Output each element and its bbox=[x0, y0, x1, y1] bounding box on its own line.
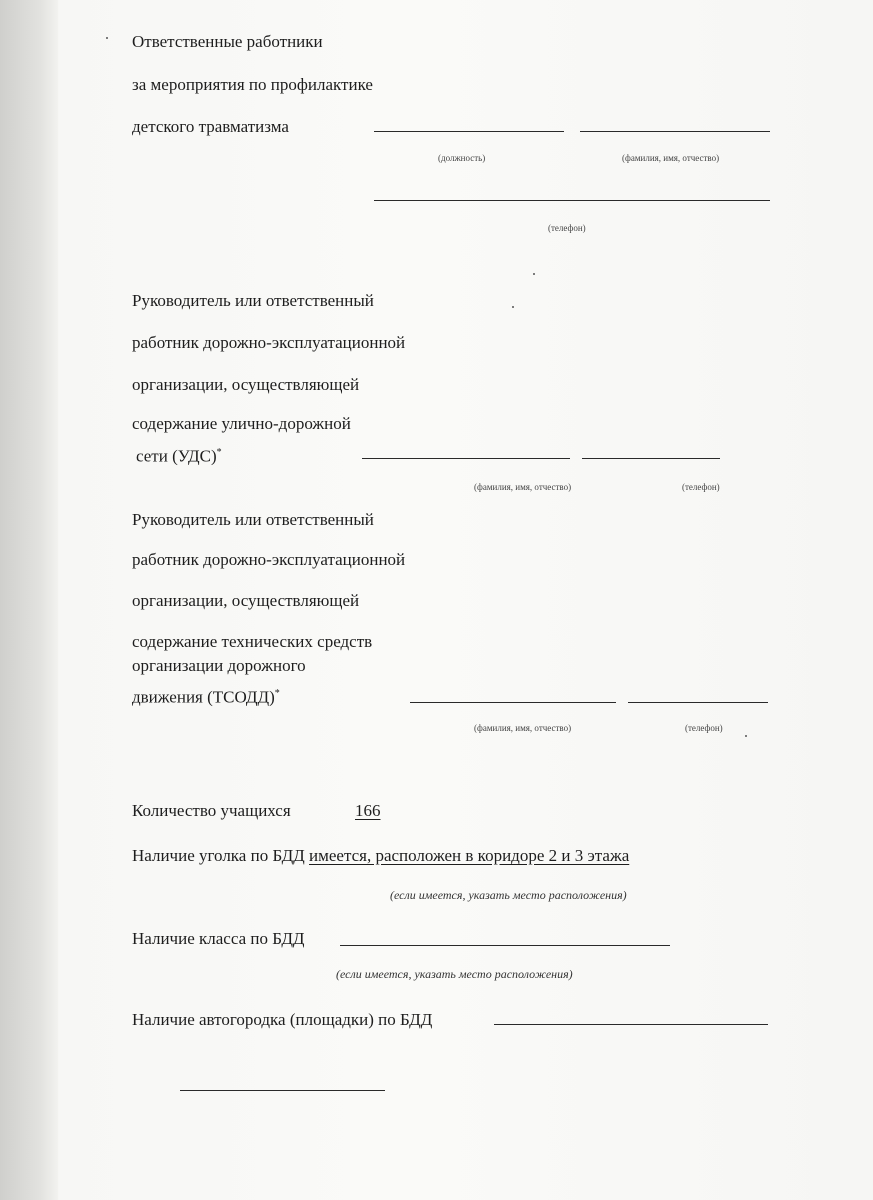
section1-line3: детского травматизма bbox=[132, 117, 289, 136]
section2-line5-text: сети (УДС) bbox=[136, 446, 217, 466]
footnote-mark: * bbox=[216, 447, 222, 458]
section3-line5: организации дорожного bbox=[132, 656, 306, 675]
section3-line6-text: движения (ТСОДД) bbox=[132, 687, 275, 707]
caption-phone: (телефон) bbox=[685, 723, 723, 733]
caption-name: (фамилия, имя, отчество) bbox=[474, 723, 572, 733]
corner-value: имеется, расположен в коридоре 2 и 3 этажа bbox=[309, 846, 630, 865]
uds-name-field-line[interactable] bbox=[362, 458, 570, 459]
signature-line[interactable] bbox=[180, 1090, 385, 1091]
scan-speck bbox=[512, 306, 514, 308]
scan-speck bbox=[745, 735, 747, 737]
classroom-hint: (если имеется, указать место расположения) bbox=[336, 967, 573, 981]
footnote-mark: * bbox=[274, 688, 280, 699]
caption-name: (фамилия, имя, отчество) bbox=[474, 482, 572, 492]
section2-line5 bbox=[136, 443, 222, 467]
tsodd-phone-field-line[interactable] bbox=[628, 702, 768, 703]
section2-line2: работник дорожно-эксплуатационной bbox=[132, 333, 406, 352]
corner-label bbox=[132, 846, 629, 866]
caption-phone: (телефон) bbox=[682, 482, 720, 492]
students-count: 166 bbox=[355, 801, 381, 820]
section2-line1: Руководитель или ответственный bbox=[132, 291, 374, 310]
section2-line4: содержание улично-дорожной bbox=[132, 414, 351, 433]
svg-text:Наличие автогородка (площадки): Наличие автогородка (площадки) по БДД bbox=[132, 1010, 433, 1029]
corner-hint: (если имеется, указать место расположения) bbox=[390, 888, 627, 902]
section3-line2: работник дорожно-эксплуатационной bbox=[132, 550, 406, 569]
caption-name: (фамилия, имя, отчество) bbox=[622, 153, 720, 163]
tsodd-name-field-line[interactable] bbox=[410, 702, 616, 703]
autotown-field-line[interactable] bbox=[494, 1024, 768, 1025]
classroom-field-line[interactable] bbox=[340, 945, 670, 946]
caption-phone: (телефон) bbox=[548, 223, 586, 233]
position-field-line[interactable] bbox=[374, 131, 564, 132]
autotown-label bbox=[130, 1005, 500, 1031]
corner-label-text: Наличие уголка по БДД bbox=[132, 846, 305, 865]
section3-line4: содержание технических средств bbox=[132, 632, 373, 651]
scan-speck bbox=[533, 273, 535, 275]
caption-position: (должность) bbox=[438, 153, 486, 163]
scan-speck bbox=[106, 37, 108, 39]
students-label: Количество учащихся bbox=[132, 801, 291, 820]
uds-phone-field-line[interactable] bbox=[582, 458, 720, 459]
phone-field-line[interactable] bbox=[374, 200, 770, 201]
section1-line1: Ответственные работники bbox=[132, 32, 323, 51]
section3-line3: организации, осуществляющей bbox=[132, 591, 360, 610]
section3-line6 bbox=[132, 684, 280, 708]
classroom-label: Наличие класса по БДД bbox=[132, 929, 305, 948]
name-field-line[interactable] bbox=[580, 131, 770, 132]
section2-line3: организации, осуществляющей bbox=[132, 375, 360, 394]
section3-line1: Руководитель или ответственный bbox=[132, 510, 374, 529]
section1-line2: за мероприятия по профилактике bbox=[132, 75, 373, 94]
scan-edge bbox=[0, 0, 58, 1200]
